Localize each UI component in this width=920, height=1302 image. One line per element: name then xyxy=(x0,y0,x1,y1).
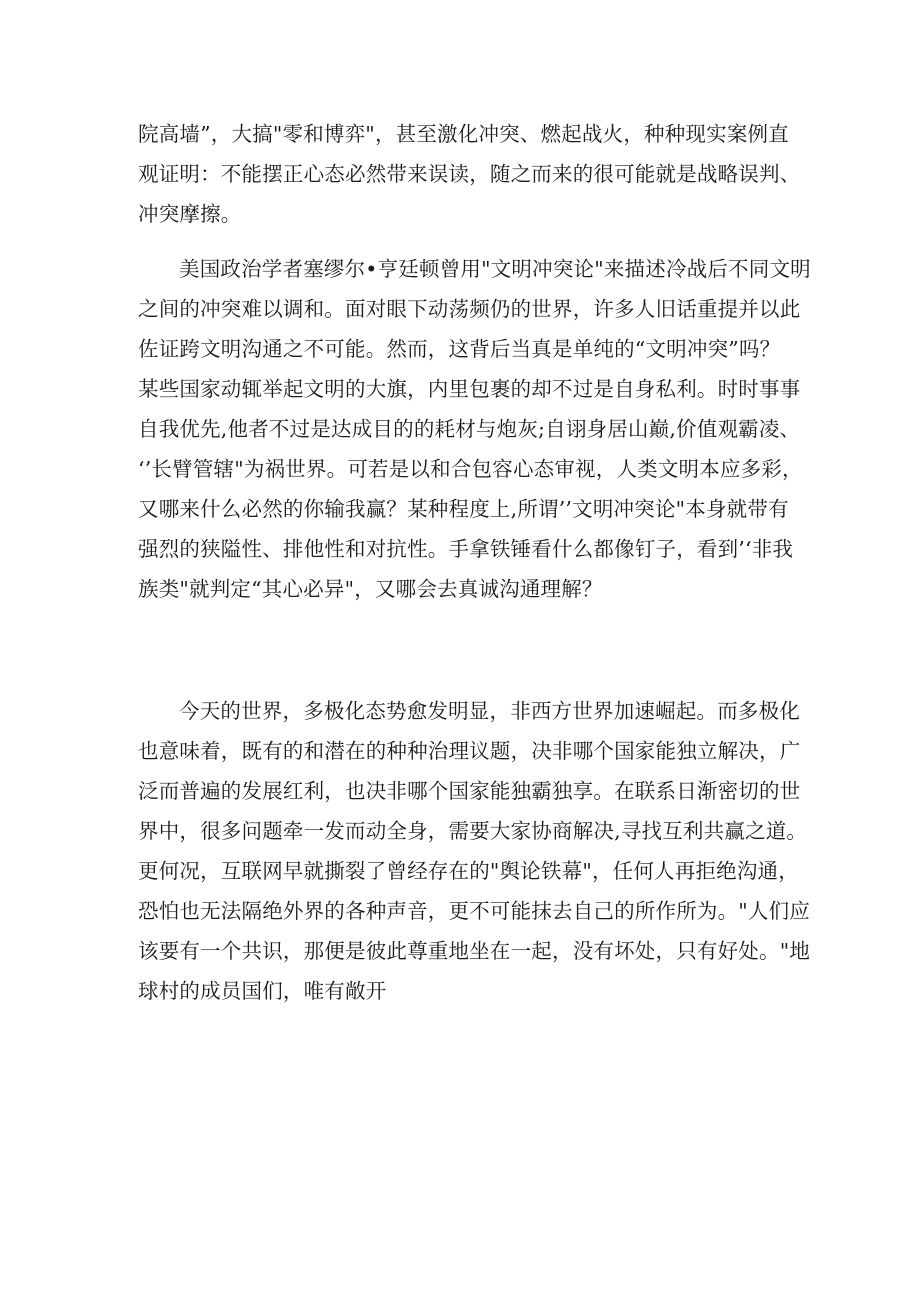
text-line: ‘’长臂管辖"为祸世界。可若是以和合包容心态审视，人类文明本应多彩， xyxy=(138,457,803,481)
text-line: 也意味着，既有的和潜在的种种治理议题，决非哪个国家能独立解决，广 xyxy=(138,739,801,763)
text-line: 冲突摩擦。 xyxy=(138,202,242,226)
text-line: 观证明：不能摆正心态必然带来误读，随之而来的很可能就是战略误判、 xyxy=(138,162,801,186)
text-line: 今天的世界，多极化态势愈发明显，非西方世界加速崛起。而多极化 xyxy=(179,699,800,723)
paragraph-3 xyxy=(138,691,811,1011)
text-line: 更何况，互联网早就撕裂了曾经存在的"舆论铁幕"，任何人再拒绝沟通， xyxy=(138,859,799,883)
text-line: 该要有一个共识，那便是彼此尊重地坐在一起，没有坏处，只有好处。"地 xyxy=(138,939,811,963)
text-line: 球村的成员国们，唯有敞开 xyxy=(138,979,387,1003)
text-line: 强烈的狭隘性、排他性和对抗性。手拿铁锤看什么都像钉子，看到’‘非我 xyxy=(138,537,794,561)
text-line: 院高墙”，大搞"零和博弈"，甚至激化冲突、燃起战火，种种现实案例直 xyxy=(138,122,789,146)
text-line: 之间的冲突难以调和。面对眼下动荡频仍的世界，许多人旧话重提并以此 xyxy=(138,297,801,321)
text-line: 恐怕也无法隔绝外界的各种声音，更不可能抹去自己的所作所为。"人们应 xyxy=(138,899,811,923)
text-line: 又哪来什么必然的你输我赢？某种程度上,所谓’’文明冲突论"本身就带有 xyxy=(138,497,789,521)
text-line: 某些国家动辄举起文明的大旗，内里包裹的却不过是自身私利。时时事事 xyxy=(138,377,801,401)
text-line: 族类"就判定“其心必异"，又哪会去真诚沟通理解？ xyxy=(138,577,603,601)
text-line: 界中，很多问题牵一发而动全身，需要大家协商解决,寻找互利共赢之道。 xyxy=(138,819,808,843)
text-line: 美国政治学者塞缪尔•亨廷顿曾用"文明冲突论"来描述冷战后不同文明 xyxy=(179,257,811,281)
paragraph-2 xyxy=(138,249,811,609)
paragraph-1 xyxy=(138,114,801,234)
text-line: 自我优先,他者不过是达成目的的耗材与炮灰;自诩身居山巅,价值观霸凌、 xyxy=(138,417,801,441)
text-line: 佐证跨文明沟通之不可能。然而，这背后当真是单纯的“文明冲突”吗？ xyxy=(138,337,781,361)
text-line: 泛而普遍的发展红利，也决非哪个国家能独霸独享。在联系日渐密切的世 xyxy=(138,779,801,803)
